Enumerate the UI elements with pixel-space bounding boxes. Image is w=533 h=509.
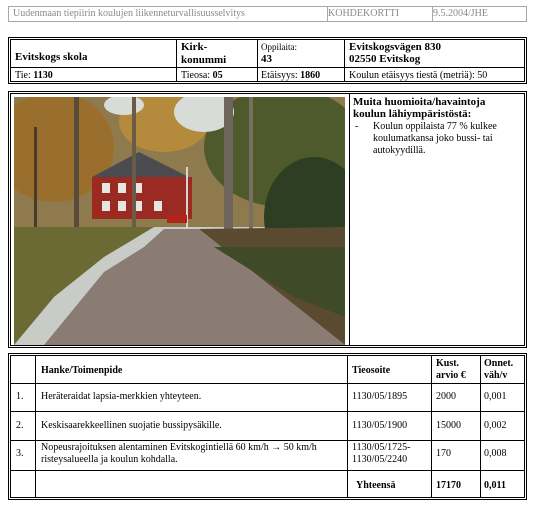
road-value: 1130 [33,70,53,81]
school-name: Evitskogs skola [15,51,88,63]
row-cost: 2000 [436,391,456,402]
road-distance: Koulun etäisyys tiestä (metriä): 50 [349,70,488,81]
row-number: 1. [16,391,24,402]
total-accidents: 0,011 [484,480,506,491]
header-date: 9.5.2004/JHE [433,8,488,19]
notes-item [353,121,521,157]
distance-field [261,70,320,81]
column-header-address: Tieosoite [352,365,391,376]
school-info-box [8,37,527,84]
row-accidents: 0,001 [484,391,507,402]
row-number: 3. [16,448,24,459]
list-dash: - [355,121,359,132]
distance-label: Etäisyys: [261,70,298,81]
school-photo [14,97,345,345]
students-value: 43 [261,53,272,65]
photo-notes-box [8,91,527,348]
notes-heading: Muita huomioita/havaintoja koulun lähiympäristöstä: [353,96,486,120]
row-address: 1130/05/1895 [352,391,408,402]
row-number: 2. [16,420,24,431]
row-action: Nopeusrajoituksen alentaminen Evitskogintiellä 60 km/h → 50 km/h risteysalueella ja koulun kohdalla. [41,442,317,465]
address-line2: 02550 Evitskog [349,53,421,65]
row-cost: 170 [436,448,451,459]
row-accidents: 0,008 [484,448,507,459]
section-value: 05 [212,70,223,81]
road-label: Tie: [15,70,31,81]
column-header-accidents: Onnet. väh/v [484,358,514,381]
row-action: Heräteraidat lapsia-merkkien yhteyteen. [41,391,202,402]
municipality: Kirk- konummi [181,41,227,66]
row-cost: 15000 [436,420,461,431]
measures-table [8,353,527,500]
column-header-action: Hanke/Toimenpide [41,365,123,376]
total-cost: 17170 [436,480,461,491]
row-address: 1130/05/1725-1130/05/2240 [352,442,411,465]
address-line1: Evitskogsvägen 830 [349,41,441,53]
header-title: Uudenmaan tiepiirin koulujen liikenneturvallisuusselvitys [9,7,328,21]
header-doc-type: KOHDEKORTTI [324,7,433,21]
row-accidents: 0,002 [484,420,507,431]
notes-item-text: Koulun oppilaista 77 % kulkee koulumatkansa joko bussi- tai autokyydillä. [373,121,497,156]
column-header-cost: Kust. arvio € [436,358,466,381]
section-field [181,70,223,81]
distance-value: 1860 [300,70,321,81]
row-action: Keskisaarekkeellinen suojatie bussipysäkille. [41,420,222,431]
total-label: Yhteensä [356,480,396,491]
road-field [15,70,53,81]
notes-panel [349,94,524,345]
row-address: 1130/05/1900 [352,420,408,431]
students-label: Oppilaita: [261,42,297,52]
document-header [8,6,527,22]
section-label: Tieosa: [181,70,211,81]
